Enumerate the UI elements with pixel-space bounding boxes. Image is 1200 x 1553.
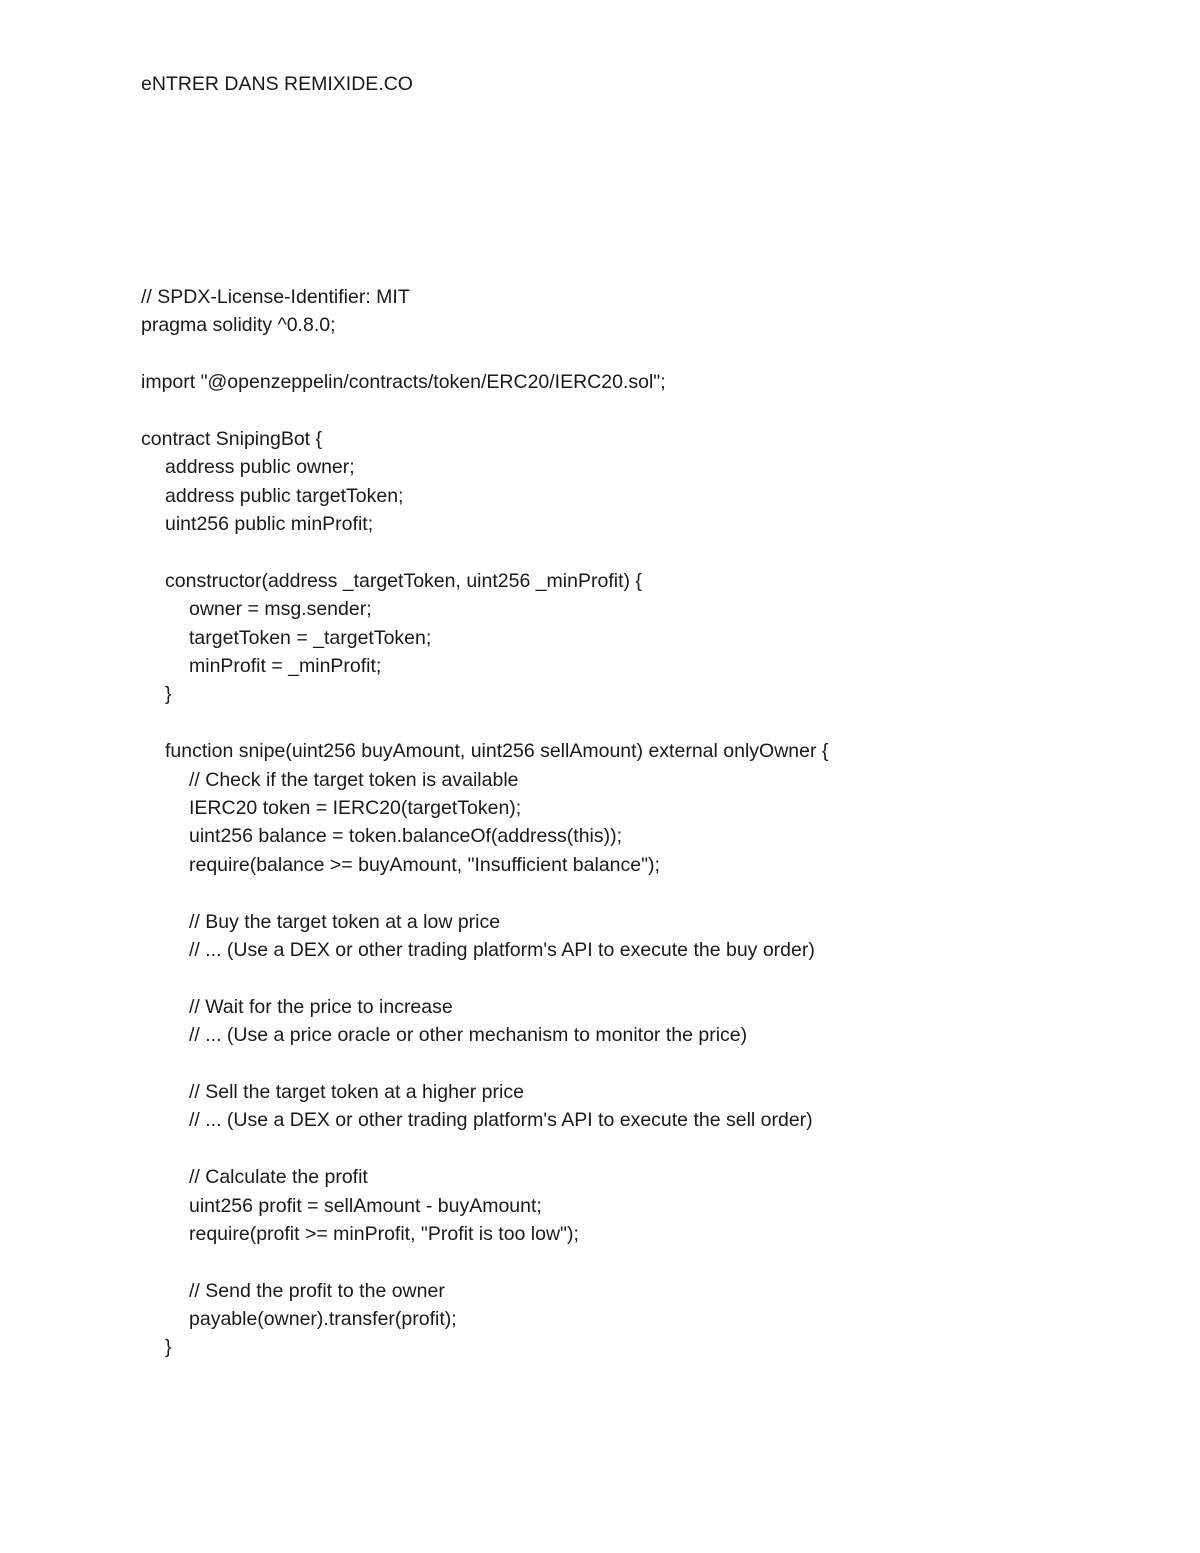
blank-line [141, 879, 828, 907]
code-line: uint256 public minProfit; [165, 513, 374, 536]
document-heading: eNTRER DANS REMIXIDE.CO [141, 73, 413, 95]
code-line: } [165, 1336, 172, 1359]
code-line: } [165, 683, 172, 706]
blank-line [141, 964, 828, 992]
code-line: payable(owner).transfer(profit); [189, 1308, 457, 1331]
code-line: // ... (Use a price oracle or other mechanism to monitor the price) [189, 1024, 748, 1047]
code-line: // Calculate the profit [189, 1166, 368, 1189]
blank-line [141, 1135, 828, 1163]
code-line: uint256 balance = token.balanceOf(address(this)); [189, 825, 623, 848]
code-line: contract SnipingBot { [141, 427, 323, 450]
blank-line [141, 1050, 828, 1078]
code-line: address public owner; [165, 456, 355, 479]
code-line: // ... (Use a DEX or other trading platform's API to execute the sell order) [189, 1109, 813, 1132]
blank-line [141, 539, 828, 567]
code-line: constructor(address _targetToken, uint256 _minProfit) { [165, 569, 642, 592]
code-line: address public targetToken; [165, 484, 404, 507]
code-line: function snipe(uint256 buyAmount, uint256 sellAmount) external onlyOwner { [165, 740, 829, 763]
code-line: // Sell the target token at a higher price [189, 1080, 524, 1103]
code-line: // ... (Use a DEX or other trading platform's API to execute the buy order) [189, 938, 815, 961]
code-line: require(balance >= buyAmount, "Insufficient balance"); [189, 853, 660, 876]
code-line: targetToken = _targetToken; [189, 626, 432, 649]
blank-line [141, 340, 828, 368]
code-line: // SPDX-License-Identifier: MIT [141, 286, 410, 308]
blank-line [141, 709, 828, 737]
blank-line [141, 397, 828, 425]
code-line: minProfit = _minProfit; [189, 655, 382, 678]
code-line: IERC20 token = IERC20(targetToken); [189, 797, 522, 820]
code-line: import "@openzeppelin/contracts/token/ERC20/IERC20.sol"; [141, 371, 666, 394]
code-line: uint256 profit = sellAmount - buyAmount; [189, 1194, 542, 1217]
code-line: owner = msg.sender; [189, 598, 372, 621]
code-line: pragma solidity ^0.8.0; [141, 314, 336, 337]
code-block [141, 283, 828, 1362]
code-line: // Check if the target token is available [189, 768, 519, 791]
code-line: // Wait for the price to increase [189, 995, 453, 1018]
code-line: // Buy the target token at a low price [189, 910, 501, 933]
blank-line [141, 1248, 828, 1276]
code-line: // Send the profit to the owner [189, 1279, 445, 1302]
code-line: require(profit >= minProfit, "Profit is too low"); [189, 1222, 579, 1245]
